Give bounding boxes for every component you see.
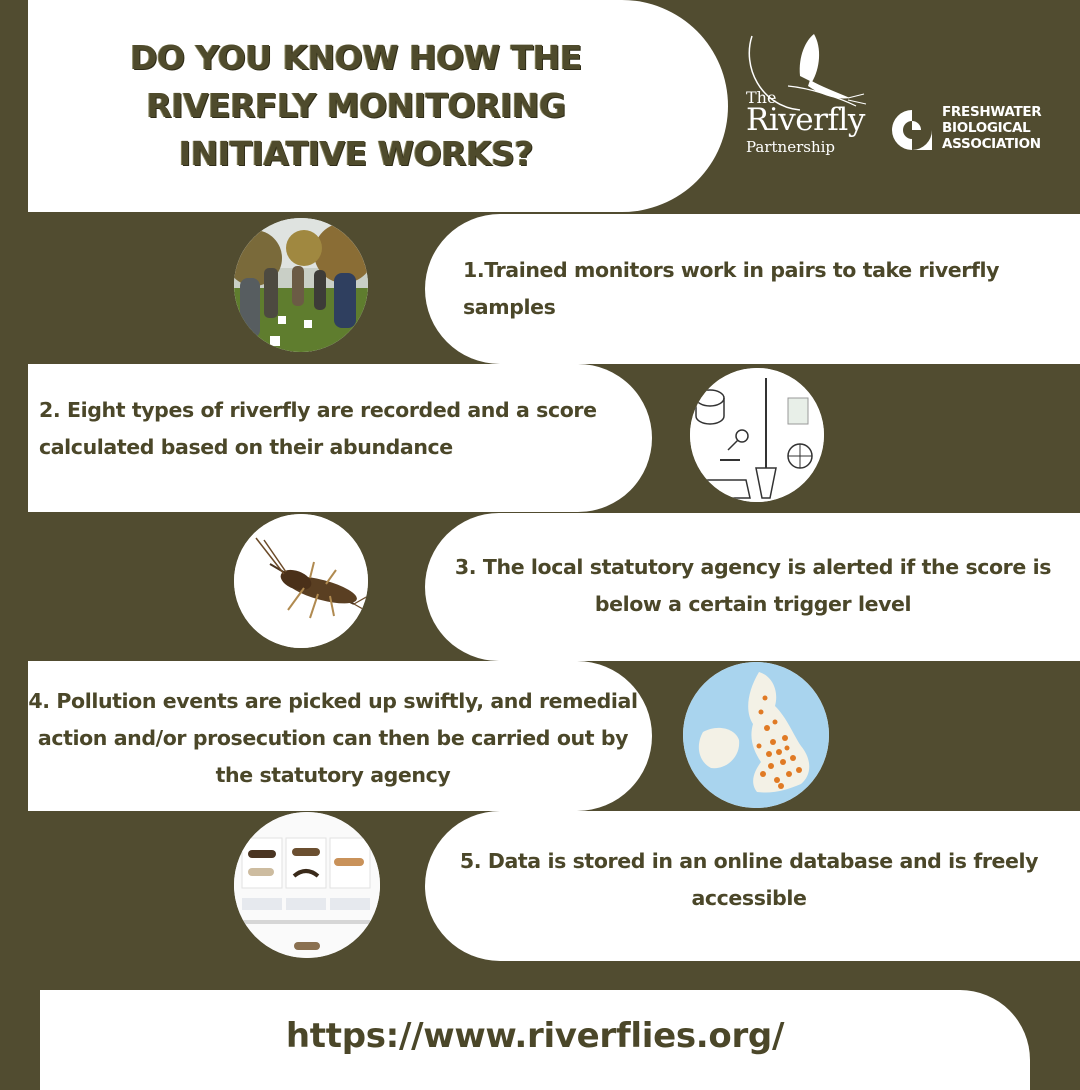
step-2-panel xyxy=(28,364,652,512)
step-1-photo xyxy=(234,218,368,352)
website-link[interactable]: https://www.riverflies.org/ xyxy=(285,1016,785,1056)
people-in-field-photo xyxy=(234,218,368,352)
uk-map-with-sites xyxy=(683,662,829,808)
sampling-kit-diagram xyxy=(690,368,824,502)
fba-line-2: BIOLOGICAL xyxy=(942,120,1031,136)
stonefly-nymph-photo xyxy=(234,514,368,648)
title-line-3: INITIATIVE WORKS? xyxy=(178,134,534,173)
step-2-text: 2. Eight types of riverfly are recorded and a score calculated based on their abundance xyxy=(39,398,597,459)
header-panel xyxy=(28,0,728,212)
riverfly-logo-partnership: Partnership xyxy=(746,138,836,156)
step-2-image xyxy=(690,368,824,502)
step-5-screenshot xyxy=(234,812,380,958)
title-line-1: DO YOU KNOW HOW THE xyxy=(130,38,582,77)
step-3-text: 3. The local statutory agency is alerted if the score is below a certain trigger level xyxy=(454,555,1052,616)
step-4-map xyxy=(683,662,829,808)
fba-line-3: ASSOCIATION xyxy=(942,136,1041,152)
title-line-2: RIVERFLY MONITORING xyxy=(146,86,566,125)
page-title xyxy=(116,34,596,178)
step-4-text: 4. Pollution events are picked up swiftly, and remedial action and/or prosecution can then be carried out by the statutory agency xyxy=(28,689,638,787)
riverfly-partnership-logo xyxy=(740,26,870,161)
fba-logo-icon xyxy=(890,108,934,152)
fba-logo-text xyxy=(942,104,1041,152)
step-5-text: 5. Data is stored in an online database and is freely accessible xyxy=(459,849,1039,910)
riverfly-logo-name: Riverfly xyxy=(746,102,865,138)
step-3-photo xyxy=(234,514,368,648)
riverfly-logo-the: The xyxy=(746,88,777,107)
database-screenshot xyxy=(234,812,380,958)
step-1-text: 1.Trained monitors work in pairs to take riverfly samples xyxy=(463,258,1000,319)
step-5-panel xyxy=(425,811,1080,961)
fba-line-1: FRESHWATER xyxy=(942,104,1042,120)
step-3-panel xyxy=(425,513,1080,661)
footer-panel xyxy=(40,990,1030,1090)
step-1-panel xyxy=(425,214,1080,364)
fba-logo xyxy=(890,104,1050,160)
step-4-panel xyxy=(28,661,652,811)
